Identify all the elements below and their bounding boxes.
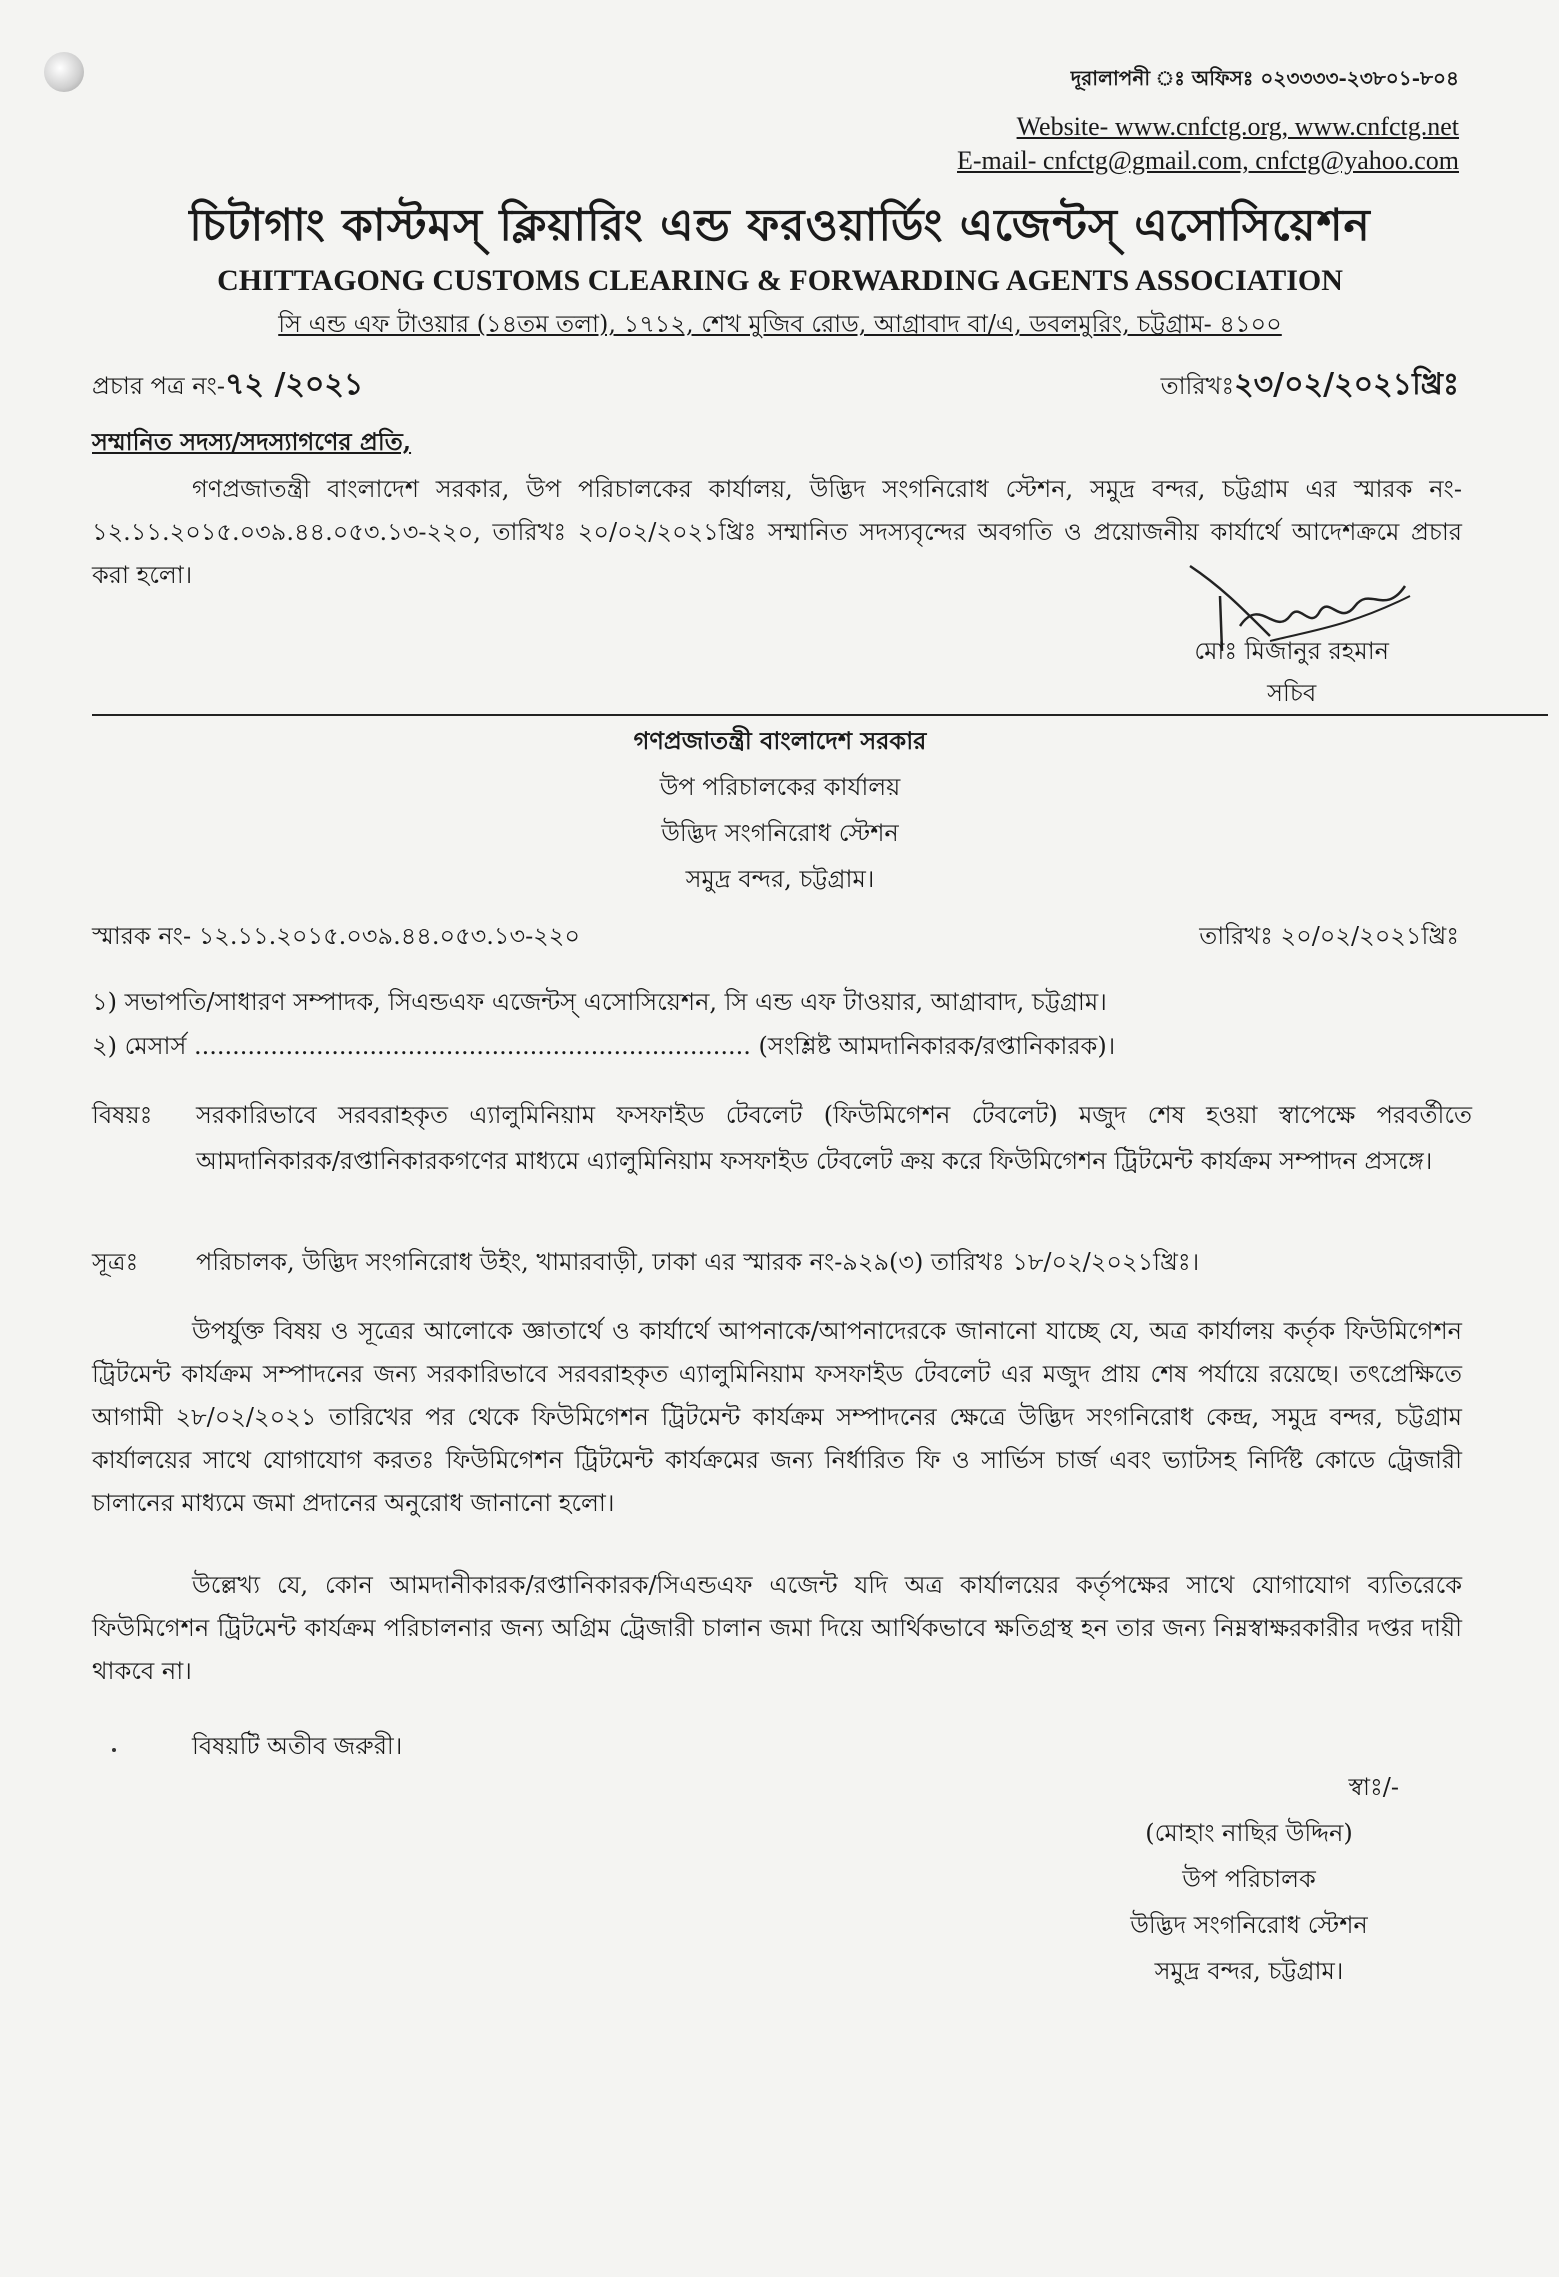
signatory-name: মোঃ মিজানুর রহমান	[1194, 637, 1389, 665]
reference-label: সূত্রঃ	[92, 1248, 139, 1276]
recipient-1: ১) সভাপতি/সাধারণ সম্পাদক, সিএন্ডএফ এজেন্টস্ এসোসিয়েশন, সি এন্ড এফ টাওয়ার, আগ্রাবাদ, চট্টগ্রাম।	[92, 988, 1107, 1016]
govt-signatory-title: উপ পরিচালক	[1182, 1865, 1316, 1893]
punch-hole	[44, 52, 84, 92]
phone-number: দূরালাপনী ঃ অফিসঃ ০২৩৩৩৩-২৩৮০১-৮০৪	[1070, 66, 1459, 90]
signed-mark: স্বাঃ/-	[1348, 1773, 1399, 1801]
circular-number	[92, 360, 363, 411]
govt-signatory-name: (মোহাং নাছির উদ্দিন)	[1145, 1819, 1353, 1847]
govt-letterhead	[200, 718, 1360, 902]
circular-paragraph: গণপ্রজাতন্ত্রী বাংলাদেশ সরকার, উপ পরিচালকের কার্যালয়, উদ্ভিদ সংগনিরোধ স্টেশন, সমুদ্র বন্দর, চট্টগ্রাম এর স্মারক নং- ১২.১১.২০১৫.০৩৯.৪৪.০৫৩.১৩-২২০, তারিখঃ ২০/০২/২০২১খ্রিঃ সম্মানিত সদস্যবৃন্দের অবগতি ও প্রয়োজনীয় কার্যার্থে আদেশক্রমে প্রচার করা হলো।	[92, 475, 1462, 589]
govt-head-office: উপ পরিচালকের কার্যালয়	[659, 773, 901, 801]
circular-signature-block	[1194, 630, 1389, 714]
recipients	[92, 980, 1472, 1068]
reference-block	[92, 1240, 1472, 1284]
subject-block	[92, 1092, 1472, 1184]
subject-label: বিষয়ঃ	[92, 1101, 153, 1129]
body-paragraph-1: উপর্যুক্ত বিষয় ও সূত্রের আলোকে জ্ঞাতার্থে ও কার্যার্থে আপনাকে/আপনাদেরকে জানানো যাচ্ছে যে, অত্র কার্যালয় কর্তৃক ফিউমিগেশন ট্রিটমেন্ট কার্যক্রম সম্পাদনের জন্য সরকারিভাবে সরবরাহকৃত এ্যালুমিনিয়াম ফসফাইড টেবলেট এর মজুদ প্রায় শেষ পর্যায়ে রয়েছে। তৎপ্রেক্ষিতে আগামী ২৮/০২/২০২১ তারিখের পর থেকে ফিউমিগেশন ট্রিটমেন্ট কার্যক্রম সম্পাদনের ক্ষেত্রে উদ্ভিদ সংগনিরোধ কেন্দ্র, সমুদ্র বন্দর, চট্টগ্রাম কার্যালয়ের সাথে যোগাযোগ করতঃ ফিউমিগেশন ট্রিটমেন্ট কার্যক্রমের জন্য নির্ধারিত ফি ও সার্ভিস চার্জ এবং ভ্যাটসহ নির্দিষ্ট কোডে ট্রেজারী চালানের মাধ্যমে জমা প্রদানের অনুরোধ জানানো হলো।	[92, 1317, 1462, 1517]
subject-text: সরকারিভাবে সরবরাহকৃত এ্যালুমিনিয়াম ফসফাইড টেবলেট (ফিউমিগেশন টেবলেট) মজুদ শেষ হওয়া স্বাপেক্ষে পরবর্তীতে আমদানিকারক/রপ্তানিকারকগণের মাধ্যমে এ্যালুমিনিয়াম ফসফাইড টেবলেট ক্রয় করে ফিউমিগেশন ট্রিটমেন্ট কার্যক্রম সম্পাদন প্রসঙ্গে।	[196, 1101, 1472, 1175]
org-address: সি এন্ড এফ টাওয়ার (১৪তম তলা), ১৭১২, শেখ মুজিব রোড, আগ্রাবাদ বা/এ, ডবলমুরিং, চট্টগ্রাম- ৪১০০	[278, 310, 1282, 338]
memo-number: স্মারক নং- ১২.১১.২০১৫.০৩৯.৪৪.০৫৩.১৩-২২০	[92, 922, 580, 950]
signatory-title: সচিব	[1267, 679, 1317, 707]
memo-date: তারিখঃ ২০/০২/২০২১খ্রিঃ	[1199, 922, 1459, 950]
org-name-english: CHITTAGONG CUSTOMS CLEARING & FORWARDING AGENTS ASSOCIATION	[217, 264, 1343, 297]
email-text: E-mail- cnfctg@gmail.com, cnfctg@yahoo.com	[957, 146, 1459, 175]
website-text: Website- www.cnfctg.org, www.cnfctg.net	[1016, 112, 1459, 141]
circular-date-label: তারিখঃ	[1160, 372, 1235, 400]
body-paragraph-2: উল্লেখ্য যে, কোন আমদানীকারক/রপ্তানিকারক/সিএন্ডএফ এজেন্ট যদি অত্র কার্যালয়ের কর্তৃপক্ষের সাথে যোগাযোগ ব্যতিরেকে ফিউমিগেশন ট্রিটমেন্ট কার্যক্রম পরিচালনার জন্য অগ্রিম ট্রেজারী চালান জমা দিয়ে আর্থিকভাবে ক্ষতিগ্রস্থ হন তার জন্য নিম্নস্বাক্ষরকারীর দপ্তর দায়ী থাকবে না।	[92, 1571, 1462, 1685]
circular-meta-row	[92, 360, 1459, 411]
govt-signature-block	[1079, 1764, 1419, 1994]
circular-number-label: প্রচার পত্র নং-	[92, 372, 225, 400]
org-name-bangla: চিটাগাং কাস্টমস্ ক্লিয়ারিং এন্ড ফরওয়ার্ডিং এজেন্টস্ এসোসিয়েশন	[189, 200, 1371, 251]
govt-signatory-office: উদ্ভিদ সংগনিরোধ স্টেশন	[1130, 1911, 1368, 1939]
memo-meta-row	[92, 918, 1459, 958]
circular-date	[1161, 360, 1459, 411]
salutation: সম্মানিত সদস্য/সদস্যাগণের প্রতি,	[92, 427, 412, 456]
govt-signatory-place: সমুদ্র বন্দর, চট্টগ্রাম।	[1154, 1957, 1344, 1985]
stray-mark	[112, 1748, 116, 1752]
reference-text: পরিচালক, উদ্ভিদ সংগনিরোধ উইং, খামারবাড়ী, ঢাকা এর স্মারক নং-৯২৯(৩) তারিখঃ ১৮/০২/২০২১খ্রিঃ।	[196, 1248, 1200, 1276]
urgent-note: বিষয়টি অতীব জরুরী।	[192, 1732, 403, 1760]
circular-number-value: ৭২ /২০২১	[224, 367, 364, 402]
circular-date-value: ২৩/০২/২০২১খ্রিঃ	[1234, 367, 1459, 402]
govt-head-title: গণপ্রজাতন্ত্রী বাংলাদেশ সরকার	[633, 726, 927, 755]
divider	[92, 714, 1548, 716]
recipient-2: ২) মেসার্স ......................................................................... (সংশ্লিষ্ট আমদানিকারক/রপ্তানিকারক)।	[92, 1032, 1116, 1060]
govt-head-station: উদ্ভিদ সংগনিরোধ স্টেশন	[661, 819, 899, 847]
govt-head-location: সমুদ্র বন্দর, চট্টগ্রাম।	[685, 865, 875, 893]
